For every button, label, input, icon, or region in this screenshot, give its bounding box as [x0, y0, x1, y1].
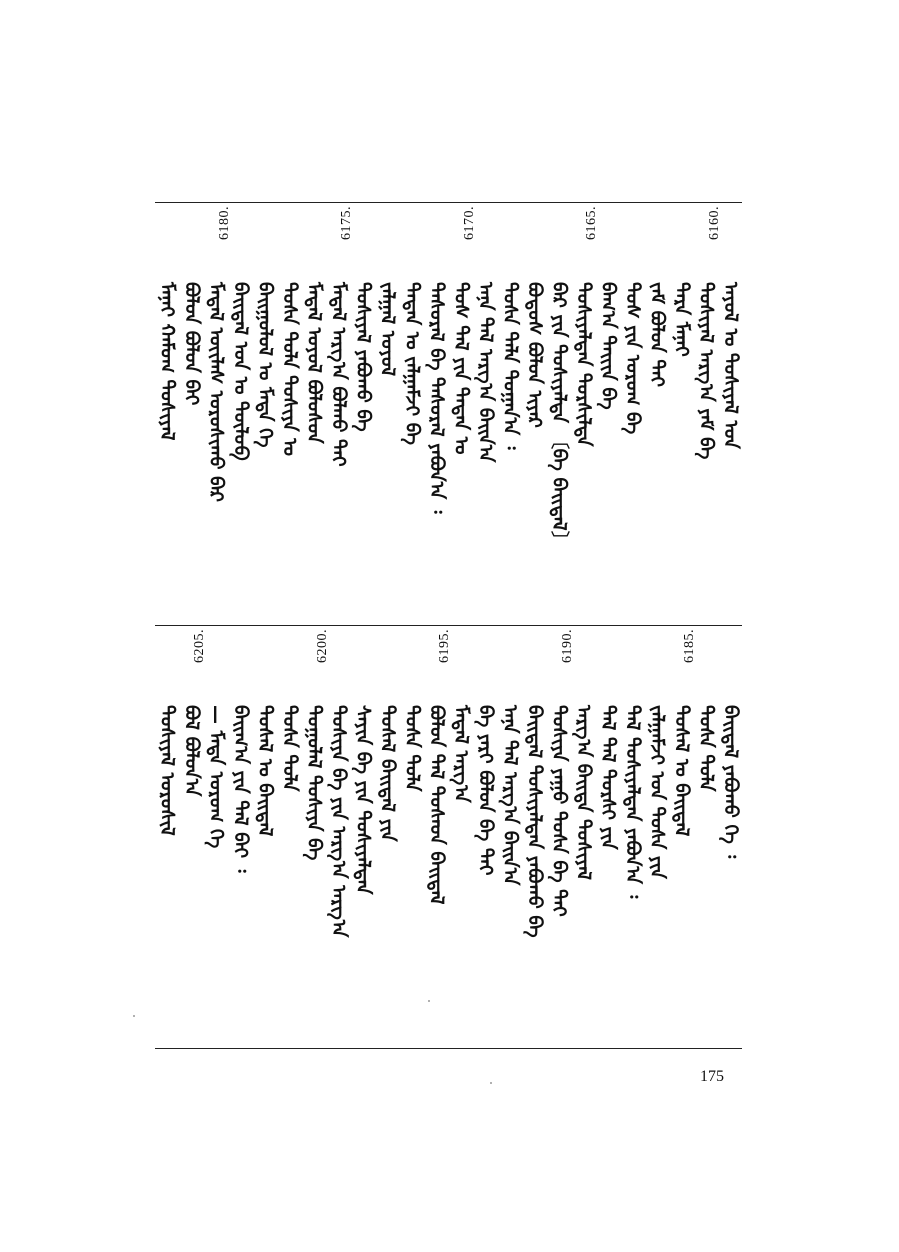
verse-text: ᠲᠣᠭᠤᠯᠠᠯ ᠲᠤᠰᠢᠶᠠ ᠪᠠ [303, 705, 325, 861]
verse-text: ᠮᠡᠳᠡᠯ ᠠᠷᠭ᠎ᠠ ᠪᠣᠯᠬᠤ ᠲᠠᠢ [327, 282, 350, 467]
verse-text: ᠪᠣᠯᠤᠨ ᠪᠣᠯᠤᠨ ᠪᠠᠢ [180, 282, 203, 406]
verse-text: ᠲᠤᠰᠠ ᠲᠣᠯᠠ [278, 705, 301, 792]
verse-line [716, 663, 746, 1038]
verse-text: ᠲᠤᠰ ᠶᠢᠨ ᠤᠷᠤᠭ ᠪᠠ [621, 282, 644, 435]
line-number: 6185. [682, 629, 697, 663]
verse-text: ᠮᠡᠳᠡᠯ ᠠᠷᠭ᠎ᠠ [450, 705, 472, 803]
verse-text: ᠪᠠᠷ ᠶᠢᠨ ᠲᠤᠰᠢᠶᠠᠯᠲᠠ 〔ᠪᠠ ᠪᠠᠢᠳᠠᠯ〕 [548, 282, 570, 550]
verse-text: ᠪᠠᠢᠲᠠᠯ ᠲᠤᠰᠢᠶᠠᠯᠲᠠᠨ ᠶᠠᠪᠤᠬᠤ ᠪᠠ [523, 705, 546, 938]
bottom-rule [155, 1048, 742, 1049]
verse-text: ᠲᠤᠰᠠ ᠲᠣᠯᠠ [695, 705, 717, 792]
verse-text: ᠪᠠᠢᠭ᠎ᠠ ᠶᠢᠨ ᠲᠠᠯ ᠪᠠᠢ ᠄ [229, 705, 252, 873]
verse-text: ᠠᠨᠠ ᠲᠠᠯ ᠠᠷᠭ᠎ᠠ ᠪᠠᠢᠨ᠎ᠠ [474, 282, 497, 463]
verse-text: ᠲᠤᠰᠢᠶᠠᠯ ᠤᠷᠤᠰᠢᠯ [156, 705, 178, 836]
line-number: 6195. [437, 629, 452, 663]
middle-rule [155, 625, 742, 626]
verse-text: ᠲᠤᠰᠢᠶᠠ ᠪᠠ ᠶᠢᠨ ᠠᠷᠭ᠎ᠠ ᠠᠷᠭ᠎ᠠ [327, 705, 350, 938]
line-number: 6190. [559, 629, 575, 663]
line-number: 6165. [584, 206, 599, 240]
verse-text: ᠵᠠᠯᠭᠠᠯ ᠣᠶᠤᠯ [376, 282, 399, 377]
line-number: 6160. [706, 206, 722, 240]
line-number: 6200. [314, 629, 330, 663]
top-rule [155, 202, 742, 203]
verse-text: ᠲᠤᠰᠢᠶᠠᠯ ᠶᠠᠪᠤᠬᠤ ᠪᠠ [352, 282, 374, 432]
verse-text: ᠪᠠᠢᠳᠠᠯ ᠶᠠᠪᠤᠬᠤ ᠬᠡ ᠄ [719, 705, 742, 859]
verse-text: ᠲᠡᠷᠡ ᠮᠠᠨᠠᠢ [670, 282, 693, 357]
verse-text: ᠲᠤᠰᠠ ᠲᠣᠯᠠ ᠲᠤᠰᠢᠶᠠ ᠤ [278, 282, 301, 456]
verse-text: ᠲᠤᠰᠠᠯ ᠪᠠᠢᠳᠠᠯ ᠶᠢᠨ [376, 705, 399, 842]
verse-text: ᠲᠤᠰᠠᠯ ᠤ ᠪᠠᠢᠳᠠᠯ [254, 705, 276, 837]
verse-text: ᠮᠡᠳᠡᠯ ᠣᠶᠤᠯ ᠪᠣᠯᠤᠰᠤᠨ [303, 282, 325, 444]
verse-text: ᠠᠷᠭ᠎ᠠ ᠪᠠᠢᠳᠠ ᠲᠤᠰᠢᠶᠠᠯ [572, 705, 595, 880]
line-number: 6180. [216, 206, 232, 240]
verse-text: ᠪᠠᠭ᠎ᠠ ᠲᠠᠢᠢᠨ ᠪᠠ [597, 282, 619, 410]
page-number: 175 [700, 1068, 724, 1085]
verse-text: ᠠᠶᠤᠯ ᠤ ᠲᠤᠰᠢᠶᠠᠯ ᠤᠨ [719, 282, 742, 449]
verse-text: ᠪᠣᠯᠤᠨ ᠲᠠᠯ ᠲᠤᠰᠠᠳ ᠪᠠᠢᠳᠠᠯ [425, 705, 448, 905]
line-number: 6170. [461, 206, 477, 240]
verse-text: ᠲᠠᠰᠤᠷᠠᠯ ᠪᠠ ᠲᠠᠰᠤᠷᠠᠯ ᠶᠠᠪᠤᠨ᠎ᠠ ᠄ [425, 282, 448, 514]
verse-text: ᠲᠤᠰᠢᠶᠠ ᠶᠠᠭᠤ ᠲᠤᠰᠠ ᠪᠠ ᠲᠠᠢ [548, 705, 570, 917]
verse-text: ᠪᠠᠢᠭᠤᠯᠤᠯ ᠤ ᠮᠡᠳᠡ ᠬᠡ [254, 282, 276, 448]
verse-text: ᠲᠤᠰᠠ ᠲᠣᠯᠠ [401, 705, 423, 792]
verse-text: — ᠮᠡᠳᠡ ᠤᠷᠤᠭ ᠬᠡ [205, 705, 227, 849]
verse-text: ᠪᠣᠳᠤᠰ ᠪᠣᠯᠤᠨ ᠢᠶᠠᠷ [523, 282, 546, 428]
verse-section-lower [155, 629, 742, 1038]
verse-text: ᠲᠠᠯ ᠲᠠᠯ ᠲᠤᠷᠰᠢ ᠶᠢᠨ [597, 705, 619, 850]
scan-speck [490, 1082, 492, 1084]
verse-text: ᠲᠡᠳᠡᠨ ᠤ ᠵᠠᠯᠭᠠᠮᠵᠢ ᠪᠠ [401, 282, 423, 446]
verse-text: ᠰᠠᠶᠢᠨ ᠪᠠ ᠶᠢᠨ ᠲᠤᠰᠢᠶᠠᠯᠲᠠᠨ [352, 705, 374, 895]
scan-speck [428, 1000, 430, 1002]
verse-text: ᠪᠠ ᠶᠠᠷᠢ ᠪᠣᠯᠤᠨ ᠪᠠ ᠲᠠᠢ [474, 705, 497, 876]
verse-text: ᠮᠠᠨᠠᠢ ᠬᠠᠮᠤᠭ ᠲᠤᠰᠢᠶᠠᠯ [156, 282, 178, 441]
verse-text: ᠪᠠᠢᠳᠠᠯ ᠣᠨ ᠤ ᠲᠥᠯᠦᠪ [229, 282, 252, 461]
verse-text: ᠲᠤᠰᠠ ᠲᠠᠯᠠ ᠲᠣᠭᠠᠨ᠎ᠠ ᠄ [499, 282, 521, 450]
verse-text: ᠲᠤᠰᠢᠶᠠᠯᠲᠠᠨ ᠲᠤᠷᠰᠢᠯᠲᠠ [572, 282, 595, 447]
verse-text: ᠵᠠᠯᠭᠠᠮᠵᠢ ᠤᠨ ᠲᠤᠰᠠ ᠶᠢᠨ [646, 705, 668, 879]
verse-text: ᠲᠤᠰ ᠲᠠᠯ ᠶᠢᠨ ᠲᠡᠳᠡᠨ ᠤ [450, 282, 472, 455]
verse-text: ᠠᠨᠠ ᠲᠠᠯ ᠠᠷᠭ᠎ᠠ ᠪᠠᠢᠨ᠎ᠠ [499, 705, 521, 886]
verse-text: ᠲᠤᠰᠠᠯ ᠤ ᠪᠠᠢᠳᠠᠯ [670, 705, 693, 837]
verse-text: ᠲᠤᠰᠢᠶᠠᠯ ᠠᠷᠭ᠎ᠠ ᠶᠠᠮ ᠪᠠ [695, 282, 717, 460]
verse-text: ᠮᠡᠳᠡᠯ ᠦᠢᠯᠡᠰ ᠤᠷᠤᠰᠢᠬᠤ ᠪᠠᠷ [205, 282, 227, 503]
verse-text: ᠵᠠᠮ ᠪᠣᠯᠤᠨ ᠲᠠᠢ [646, 282, 668, 388]
verse-section-upper [155, 206, 742, 615]
line-number: 6205. [192, 629, 207, 663]
line-number: 6175. [339, 206, 354, 240]
verse-text: ᠲᠠᠯ ᠲᠤᠰᠢᠶᠠᠯᠲᠠᠨ ᠶᠠᠪᠤᠨ᠎ᠠ ᠄ [621, 705, 644, 899]
verse-text: ᠪᠣᠯ ᠪᠣᠯᠤᠨ᠎ᠠ [180, 705, 203, 797]
scan-speck [133, 1015, 135, 1017]
